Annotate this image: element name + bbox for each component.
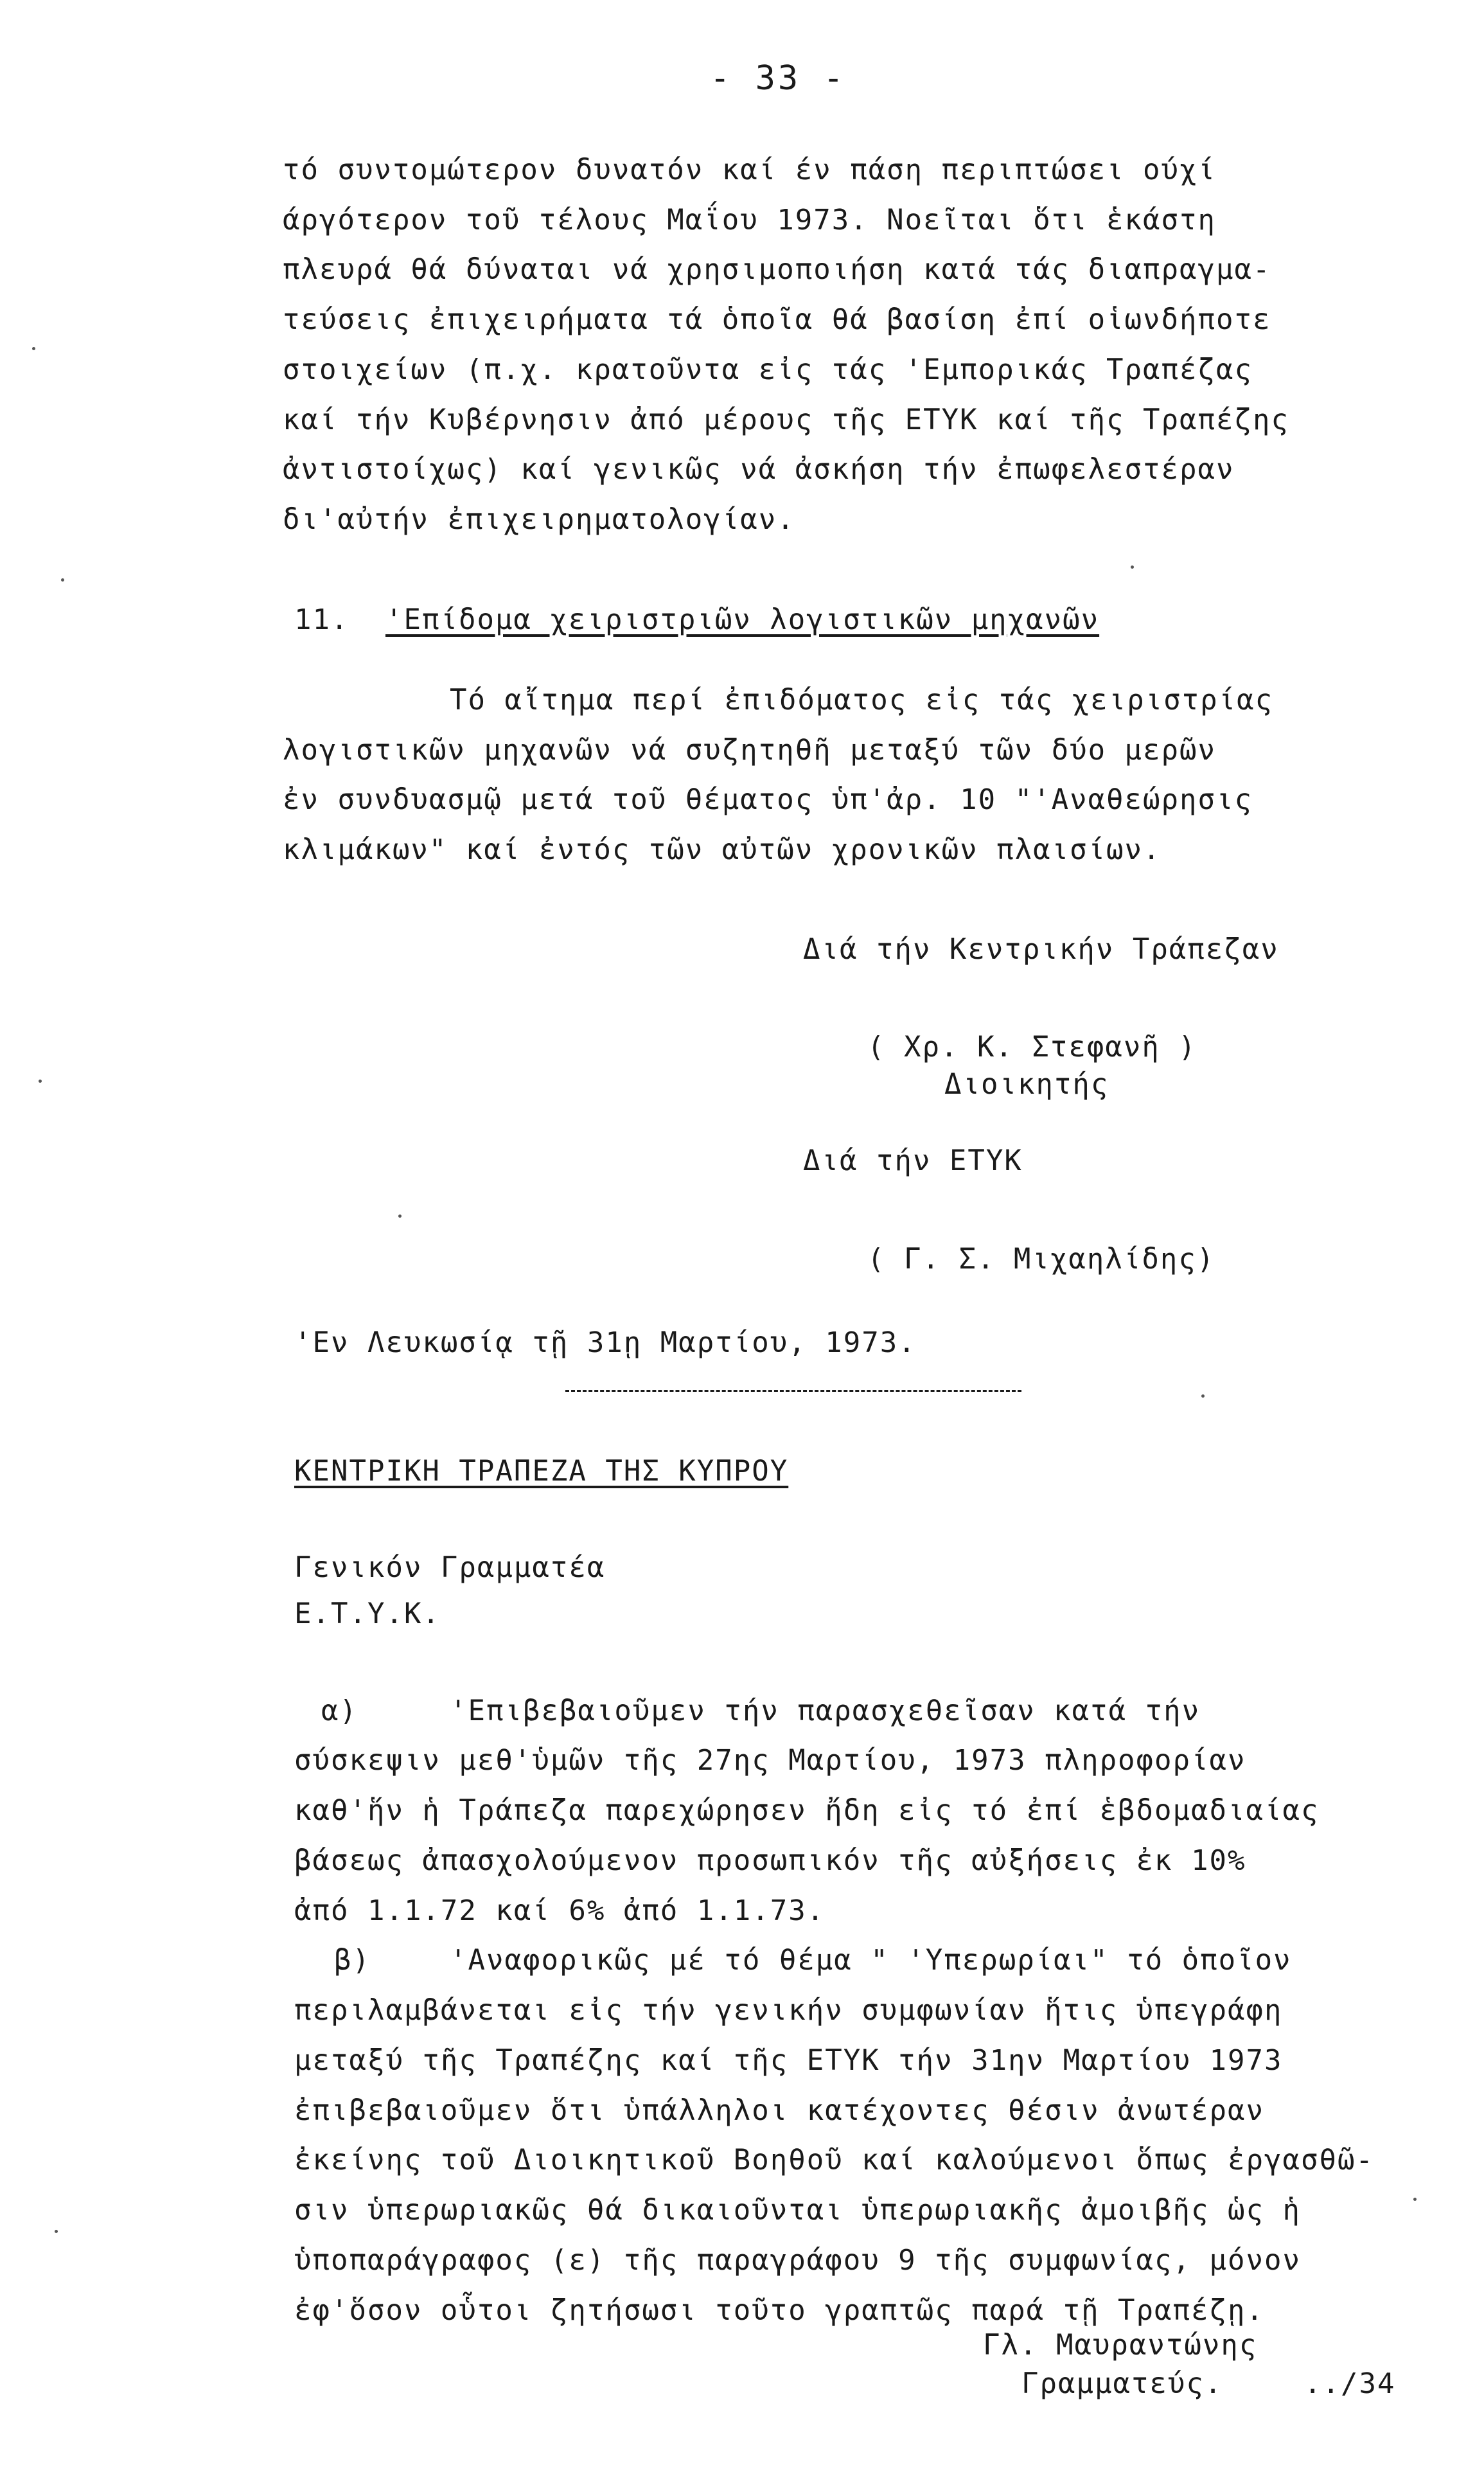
- scan-speck: [1201, 1394, 1205, 1398]
- continuation-marker: ../34: [1304, 2367, 1396, 2400]
- intro-line: δι'αὐτήν ἐπιχειρηματολογίαν.: [283, 503, 795, 536]
- section-number: 11.: [294, 603, 349, 636]
- scan-speck: [39, 1080, 42, 1083]
- item-b-line: ἐφ'ὅσον οὗτοι ζητήσωσι τοῦτο γραπτῶς παρά τῇ Τραπέζῃ.: [294, 2294, 1264, 2327]
- scan-speck: [1413, 2198, 1417, 2201]
- item-a-line: καθ'ἥν ἡ Τράπεζα παρεχώρησεν ἤδη εἰς τό ἐπί ἑβδομαδιαίας: [294, 1794, 1320, 1827]
- item-b-line: περιλαμβάνεται εἰς τήν γενικήν συμφωνίαν ἥτις ὑπεγράφη: [294, 1994, 1283, 2027]
- signature-bank-name: ( Χρ. Κ. Στεφανῆ ): [867, 1031, 1197, 1063]
- dashed-separator: [565, 1390, 1021, 1392]
- item-b-line: σιν ὑπερωριακῶς θά δικαιοῦνται ὑπερωριακῆς ἀμοιβῆς ὡς ἡ: [294, 2194, 1301, 2227]
- recipient-line: Γενικόν Γραμματέα: [294, 1551, 606, 1584]
- item-b-line: μεταξύ τῆς Τραπέζης καί τῆς ΕΤΥΚ τήν 31ην Μαρτίου 1973: [294, 2044, 1283, 2077]
- item-a-line: ἀπό 1.1.72 καί 6% ἀπό 1.1.73.: [294, 1894, 826, 1927]
- item-b-line: ἐκείνης τοῦ Διοικητικοῦ Βοηθοῦ καί καλούμενοι ὅπως ἐργασθῶ-: [294, 2144, 1374, 2176]
- signature-etyk-name: ( Γ. Σ. Μιχαηλίδης): [867, 1243, 1215, 1276]
- intro-line: άργότερον τοῦ τέλους Μαΐου 1973. Νοεῖται ὅτι ἑκάστη: [283, 204, 1217, 236]
- signature-etyk-for: Διά τήν ΕΤΥΚ: [803, 1144, 1023, 1177]
- signature-bank-for: Διά τήν Κεντρικήν Τράπεζαν: [803, 933, 1279, 966]
- recipient-line: Ε.Τ.Υ.Κ.: [294, 1597, 441, 1630]
- intro-line: τεύσεις ἐπιχειρήματα τά ὁποῖα θά βασίση ἐπί οἱωνδήποτε: [283, 303, 1271, 336]
- section-body-line: λογιστικῶν μηχανῶν νά συζητηθῆ μεταξύ τῶν δύο μερῶν: [283, 734, 1217, 767]
- signature-bank-title: Διοικητής: [944, 1068, 1109, 1101]
- institution-heading: ΚΕΝΤΡΙΚΗ ΤΡΑΠΕΖΑ ΤΗΣ ΚΥΠΡΟΥ: [294, 1455, 789, 1488]
- item-a-line: βάσεως ἀπασχολούμενον προσωπικόν τῆς αὐξήσεις ἐκ 10%: [294, 1844, 1246, 1877]
- scan-speck: [1131, 565, 1134, 569]
- intro-line: στοιχείων (π.χ. κρατοῦντα εἰς τάς 'Εμπορικάς Τραπέζας: [283, 353, 1253, 386]
- section-body-line: ἐν συνδυασμῷ μετά τοῦ θέματος ὑπ'ἀρ. 10 "'Αναθεώρησις: [283, 783, 1253, 816]
- section-body-line: Τό αἴτημα περί ἐπιδόματος εἰς τάς χειριστρίας: [450, 684, 1274, 716]
- section-heading: 'Επίδομα χειριστριῶν λογιστικῶν μηχανῶν: [385, 603, 1100, 636]
- scan-speck: [55, 2230, 58, 2233]
- intro-line: πλευρά θά δύναται νά χρησιμοποιήση κατά τάς διαπραγμα-: [283, 253, 1271, 286]
- intro-line: ἀντιστοίχως) καί γενικῶς νά ἀσκήση τήν ἐπωφελεστέραν: [283, 453, 1235, 486]
- item-b-label: β): [334, 1944, 371, 1977]
- intro-line: τό συντομώτερον δυνατόν καί έν πάση περιπτώσει ούχί: [283, 154, 1217, 186]
- item-b-line: 'Αναφορικῶς μέ τό θέμα " 'Υπερωρίαι" τό ὁποῖον: [450, 1944, 1292, 1977]
- page-number: - 33 -: [710, 59, 846, 98]
- place-date: 'Εν Λευκωσίᾳ τῇ 31ῃ Μαρτίου, 1973.: [294, 1326, 917, 1359]
- item-a-line: 'Επιβεβαιοῦμεν τήν παρασχεθεῖσαν κατά τήν: [450, 1695, 1201, 1727]
- signer-title: Γραμματεύς.: [1021, 2367, 1223, 2400]
- scan-speck: [398, 1215, 402, 1218]
- item-b-line: ὑποπαράγραφος (ε) τῆς παραγράφου 9 τῆς συμφωνίας, μόνον: [294, 2244, 1301, 2277]
- signer-name: Γλ. Μαυραντώνης: [983, 2329, 1258, 2362]
- item-a-line: σύσκεψιν μεθ'ὑμῶν τῆς 27ης Μαρτίου, 1973 πληροφορίαν: [294, 1744, 1246, 1777]
- item-a-label: α): [321, 1695, 358, 1727]
- scan-speck: [32, 347, 35, 350]
- section-body-line: κλιμάκων" καί ἐντός τῶν αὐτῶν χρονικῶν πλαισίων.: [283, 833, 1162, 866]
- scan-speck: [61, 578, 64, 582]
- intro-line: καί τήν Κυβέρνησιν ἀπό μέρους τῆς ΕΤΥΚ καί τῆς Τραπέζης: [283, 404, 1289, 436]
- item-b-line: ἐπιβεβαιοῦμεν ὅτι ὑπάλληλοι κατέχοντες θέσιν ἀνωτέραν: [294, 2094, 1264, 2127]
